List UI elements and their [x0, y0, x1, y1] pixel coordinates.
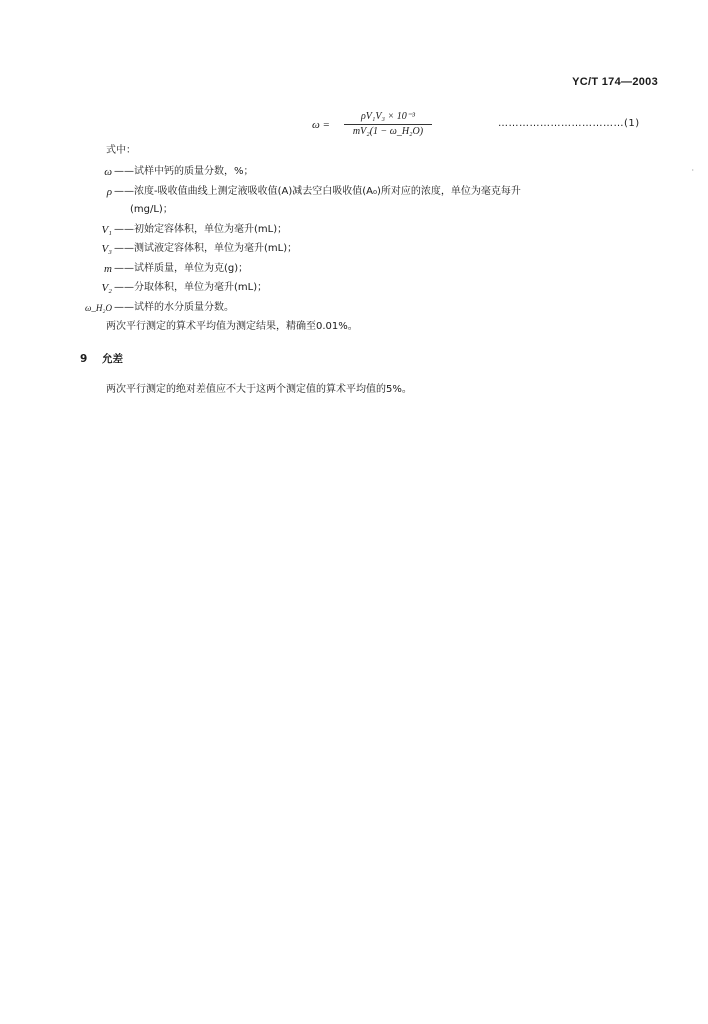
formula-fraction: [340, 110, 436, 139]
formula-lhs: ω =: [312, 119, 330, 131]
result-note: 两次平行测定的算术平均值为测定结果，精确至0.01%。: [106, 321, 358, 332]
def-text: ——浓度-吸收值曲线上测定液吸收值(A)减去空白吸收值(A₀)所对应的浓度，单位为毫克每升: [114, 186, 521, 197]
def-symbol: m: [104, 263, 112, 275]
formula-numerator: ρV₁V₃ × 10⁻³: [361, 111, 415, 122]
def-text: ——试样质量，单位为克(g)；: [114, 263, 249, 274]
def-text: ——试样的水分质量分数。: [114, 302, 234, 313]
def-text: ——初始定容体积，单位为毫升(mL)；: [114, 224, 288, 235]
def-text: ——试样中钙的质量分数，%；: [114, 166, 254, 177]
edge-mark: ·: [691, 166, 694, 175]
def-text: ——测试液定容体积，单位为毫升(mL)；: [114, 243, 298, 254]
def-text-continued: (mg/L)；: [130, 204, 173, 215]
section-body: 两次平行测定的绝对差值应不大于这两个测定值的算术平均值的5%。: [106, 384, 412, 395]
def-symbol: ρ: [106, 186, 112, 198]
standard-code: YC/T 174—2003: [572, 76, 658, 88]
formula-denominator: mV₂(1 − ω_H₂O): [352, 126, 424, 137]
section-number: 9: [80, 353, 88, 365]
def-symbol: V₃: [101, 243, 112, 255]
section-title: 允差: [102, 353, 123, 365]
where-label: 式中：: [106, 145, 136, 156]
def-symbol: V₁: [101, 224, 112, 236]
def-text: ——分取体积，单位为毫升(mL)；: [114, 282, 268, 293]
def-symbol: ω: [104, 166, 112, 178]
equation-number: ………………………………(1): [498, 118, 640, 129]
def-symbol: V₂: [101, 282, 112, 294]
def-symbol: ω_H₂O: [85, 303, 112, 313]
